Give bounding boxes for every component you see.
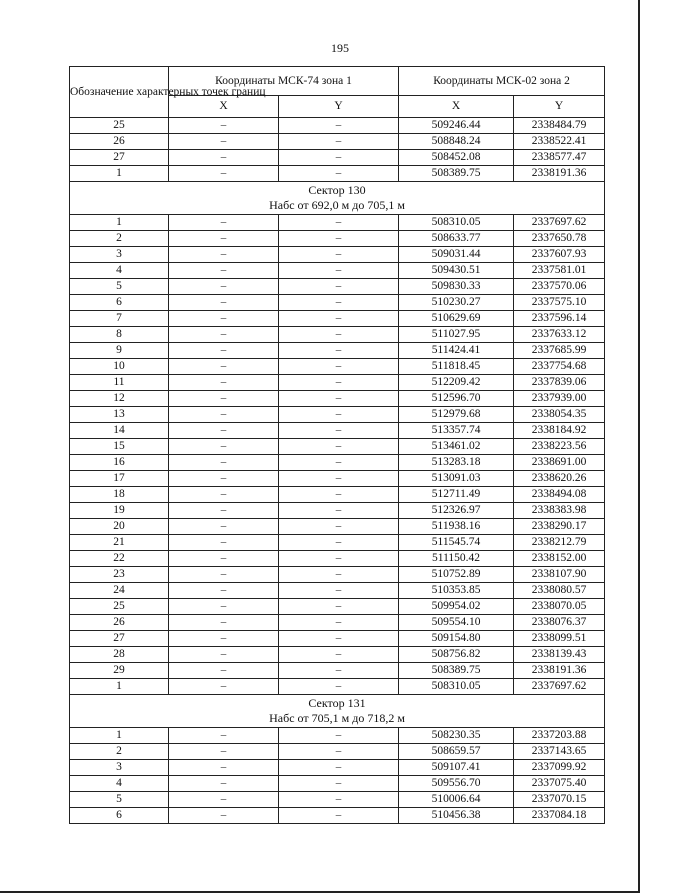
msk02-y-cell: 2338212.79	[514, 535, 605, 551]
msk02-y-cell: 2337203.88	[514, 728, 605, 744]
msk74-x-cell: –	[169, 615, 279, 631]
msk02-y-cell: 2337570.06	[514, 279, 605, 295]
msk02-x-cell: 512711.49	[399, 487, 514, 503]
msk02-y-cell: 2337581.01	[514, 263, 605, 279]
msk02-y-cell: 2338494.08	[514, 487, 605, 503]
point-number-cell: 2	[70, 231, 169, 247]
msk74-x-cell: –	[169, 359, 279, 375]
msk74-x-cell: –	[169, 343, 279, 359]
msk02-y-cell: 2338080.57	[514, 583, 605, 599]
msk02-x-cell: 512209.42	[399, 375, 514, 391]
table-row	[70, 535, 605, 551]
msk02-y-cell: 2337697.62	[514, 679, 605, 695]
msk02-x-cell: 508452.08	[399, 150, 514, 166]
header-msk74-y: Y	[279, 96, 399, 118]
msk02-x-cell: 511818.45	[399, 359, 514, 375]
msk74-y-cell: –	[279, 647, 399, 663]
msk74-x-cell: –	[169, 407, 279, 423]
msk74-y-cell: –	[279, 792, 399, 808]
msk74-x-cell: –	[169, 391, 279, 407]
table-row	[70, 503, 605, 519]
table-row	[70, 150, 605, 166]
table-row	[70, 728, 605, 744]
msk74-y-cell: –	[279, 439, 399, 455]
msk02-x-cell: 509556.70	[399, 776, 514, 792]
msk02-x-cell: 509954.02	[399, 599, 514, 615]
msk02-y-cell: 2337099.92	[514, 760, 605, 776]
msk74-x-cell: –	[169, 279, 279, 295]
msk02-y-cell: 2337839.06	[514, 375, 605, 391]
msk74-x-cell: –	[169, 663, 279, 679]
msk74-x-cell: –	[169, 327, 279, 343]
msk74-y-cell: –	[279, 503, 399, 519]
point-number-cell: 26	[70, 615, 169, 631]
msk02-x-cell: 513357.74	[399, 423, 514, 439]
msk74-x-cell: –	[169, 166, 279, 182]
msk74-y-cell: –	[279, 375, 399, 391]
table-row	[70, 327, 605, 343]
sector-height-range: Набс от 692,0 м до 705,1 м	[269, 198, 405, 212]
point-number-cell: 29	[70, 663, 169, 679]
msk74-y-cell: –	[279, 150, 399, 166]
msk74-y-cell: –	[279, 631, 399, 647]
msk74-y-cell: –	[279, 311, 399, 327]
msk74-y-cell: –	[279, 455, 399, 471]
msk74-x-cell: –	[169, 231, 279, 247]
point-number-cell: 4	[70, 776, 169, 792]
table-row	[70, 118, 605, 134]
point-number-cell: 15	[70, 439, 169, 455]
point-number-cell: 9	[70, 343, 169, 359]
msk74-x-cell: –	[169, 647, 279, 663]
msk02-x-cell: 513461.02	[399, 439, 514, 455]
table-row	[70, 263, 605, 279]
msk74-y-cell: –	[279, 407, 399, 423]
point-number-cell: 19	[70, 503, 169, 519]
msk74-x-cell: –	[169, 567, 279, 583]
table-row	[70, 166, 605, 182]
msk02-x-cell: 512596.70	[399, 391, 514, 407]
msk74-x-cell: –	[169, 503, 279, 519]
point-number-cell: 1	[70, 215, 169, 231]
point-number-cell: 5	[70, 279, 169, 295]
msk74-x-cell: –	[169, 134, 279, 150]
msk02-y-cell: 2338099.51	[514, 631, 605, 647]
msk02-x-cell: 511150.42	[399, 551, 514, 567]
msk74-y-cell: –	[279, 808, 399, 824]
point-number-cell: 10	[70, 359, 169, 375]
msk02-y-cell: 2338691.00	[514, 455, 605, 471]
table-row	[70, 134, 605, 150]
point-number-cell: 25	[70, 599, 169, 615]
point-number-cell: 26	[70, 134, 169, 150]
msk02-x-cell: 508848.24	[399, 134, 514, 150]
msk02-x-cell: 509154.80	[399, 631, 514, 647]
msk02-y-cell: 2338107.90	[514, 567, 605, 583]
table-row	[70, 279, 605, 295]
point-number-cell: 21	[70, 535, 169, 551]
table-row	[70, 359, 605, 375]
msk74-y-cell: –	[279, 615, 399, 631]
msk74-y-cell: –	[279, 487, 399, 503]
table-row	[70, 583, 605, 599]
header-msk74-zone1: Координаты МСК-74 зона 1	[169, 67, 399, 96]
table-row	[70, 439, 605, 455]
msk02-y-cell: 2337575.10	[514, 295, 605, 311]
header-msk02-y: Y	[514, 96, 605, 118]
table-row	[70, 567, 605, 583]
table-row	[70, 407, 605, 423]
msk74-y-cell: –	[279, 551, 399, 567]
msk02-y-cell: 2337143.65	[514, 744, 605, 760]
msk02-y-cell: 2337633.12	[514, 327, 605, 343]
sector-height-range: Набс от 705,1 м до 718,2 м	[269, 711, 405, 725]
point-number-cell: 16	[70, 455, 169, 471]
msk02-y-cell: 2337754.68	[514, 359, 605, 375]
msk74-x-cell: –	[169, 423, 279, 439]
header-point-designation: Обозначение характерных точек границ	[70, 67, 169, 118]
msk74-x-cell: –	[169, 150, 279, 166]
msk74-x-cell: –	[169, 247, 279, 263]
msk02-x-cell: 508659.57	[399, 744, 514, 760]
table-row	[70, 615, 605, 631]
point-number-cell: 27	[70, 631, 169, 647]
msk02-x-cell: 513091.03	[399, 471, 514, 487]
point-number-cell: 6	[70, 295, 169, 311]
msk74-y-cell: –	[279, 295, 399, 311]
msk74-y-cell: –	[279, 679, 399, 695]
msk74-x-cell: –	[169, 679, 279, 695]
msk02-x-cell: 510006.64	[399, 792, 514, 808]
msk02-y-cell: 2337685.99	[514, 343, 605, 359]
table-row	[70, 487, 605, 503]
table-row	[70, 375, 605, 391]
msk74-y-cell: –	[279, 263, 399, 279]
msk02-x-cell: 508310.05	[399, 679, 514, 695]
sector-header-cell	[70, 695, 605, 728]
msk74-y-cell: –	[279, 215, 399, 231]
msk74-x-cell: –	[169, 519, 279, 535]
msk02-x-cell: 511938.16	[399, 519, 514, 535]
point-number-cell: 20	[70, 519, 169, 535]
msk74-y-cell: –	[279, 231, 399, 247]
msk02-y-cell: 2338076.37	[514, 615, 605, 631]
msk02-x-cell: 508230.35	[399, 728, 514, 744]
msk02-x-cell: 512326.97	[399, 503, 514, 519]
msk74-x-cell: –	[169, 439, 279, 455]
msk74-y-cell: –	[279, 279, 399, 295]
point-number-cell: 3	[70, 760, 169, 776]
msk74-x-cell: –	[169, 215, 279, 231]
msk74-y-cell: –	[279, 519, 399, 535]
msk02-x-cell: 508389.75	[399, 663, 514, 679]
msk02-y-cell: 2338070.05	[514, 599, 605, 615]
msk74-y-cell: –	[279, 343, 399, 359]
msk02-x-cell: 509430.51	[399, 263, 514, 279]
msk02-x-cell: 510230.27	[399, 295, 514, 311]
msk74-x-cell: –	[169, 311, 279, 327]
msk74-x-cell: –	[169, 535, 279, 551]
msk02-x-cell: 510629.69	[399, 311, 514, 327]
msk02-y-cell: 2338139.43	[514, 647, 605, 663]
coordinates-table	[69, 66, 605, 824]
msk02-y-cell: 2338054.35	[514, 407, 605, 423]
point-number-cell: 1	[70, 728, 169, 744]
msk74-y-cell: –	[279, 423, 399, 439]
table-row	[70, 231, 605, 247]
msk74-y-cell: –	[279, 359, 399, 375]
msk02-y-cell: 2337607.93	[514, 247, 605, 263]
msk02-y-cell: 2338383.98	[514, 503, 605, 519]
point-number-cell: 11	[70, 375, 169, 391]
sector-header-row	[70, 182, 605, 215]
table-row	[70, 808, 605, 824]
table-row	[70, 663, 605, 679]
msk74-y-cell: –	[279, 327, 399, 343]
point-number-cell: 7	[70, 311, 169, 327]
point-number-cell: 18	[70, 487, 169, 503]
msk74-x-cell: –	[169, 455, 279, 471]
msk02-x-cell: 511424.41	[399, 343, 514, 359]
table-row	[70, 647, 605, 663]
msk74-y-cell: –	[279, 166, 399, 182]
msk74-x-cell: –	[169, 295, 279, 311]
msk02-x-cell: 512979.68	[399, 407, 514, 423]
msk74-x-cell: –	[169, 631, 279, 647]
msk74-x-cell: –	[169, 776, 279, 792]
msk74-x-cell: –	[169, 599, 279, 615]
table-row	[70, 679, 605, 695]
msk02-x-cell: 509107.41	[399, 760, 514, 776]
msk02-x-cell: 511545.74	[399, 535, 514, 551]
msk02-y-cell: 2337650.78	[514, 231, 605, 247]
msk74-x-cell: –	[169, 487, 279, 503]
msk74-x-cell: –	[169, 792, 279, 808]
point-number-cell: 27	[70, 150, 169, 166]
msk74-x-cell: –	[169, 744, 279, 760]
sector-title: Сектор 130	[308, 183, 366, 197]
msk02-x-cell: 511027.95	[399, 327, 514, 343]
msk74-y-cell: –	[279, 663, 399, 679]
msk02-y-cell: 2338620.26	[514, 471, 605, 487]
point-number-cell: 25	[70, 118, 169, 134]
table-row	[70, 519, 605, 535]
header-msk02-x: X	[399, 96, 514, 118]
msk02-x-cell: 509554.10	[399, 615, 514, 631]
point-number-cell: 3	[70, 247, 169, 263]
msk02-x-cell: 508633.77	[399, 231, 514, 247]
sector-title: Сектор 131	[308, 696, 366, 710]
msk02-x-cell: 509246.44	[399, 118, 514, 134]
msk02-y-cell: 2338577.47	[514, 150, 605, 166]
msk02-y-cell: 2338191.36	[514, 663, 605, 679]
table-row	[70, 776, 605, 792]
point-number-cell: 4	[70, 263, 169, 279]
table-row	[70, 391, 605, 407]
table-body	[70, 118, 605, 824]
msk02-x-cell: 508756.82	[399, 647, 514, 663]
msk74-y-cell: –	[279, 247, 399, 263]
msk74-y-cell: –	[279, 391, 399, 407]
msk74-x-cell: –	[169, 728, 279, 744]
msk74-x-cell: –	[169, 583, 279, 599]
msk02-x-cell: 509031.44	[399, 247, 514, 263]
msk02-x-cell: 510456.38	[399, 808, 514, 824]
msk74-y-cell: –	[279, 599, 399, 615]
point-number-cell: 13	[70, 407, 169, 423]
msk74-x-cell: –	[169, 118, 279, 134]
msk74-y-cell: –	[279, 776, 399, 792]
point-number-cell: 23	[70, 567, 169, 583]
point-number-cell: 12	[70, 391, 169, 407]
msk74-x-cell: –	[169, 808, 279, 824]
msk02-x-cell: 508310.05	[399, 215, 514, 231]
table-row	[70, 247, 605, 263]
point-number-cell: 5	[70, 792, 169, 808]
page-number: 195	[331, 41, 349, 55]
msk02-x-cell: 508389.75	[399, 166, 514, 182]
table-row	[70, 551, 605, 567]
table-row	[70, 744, 605, 760]
point-number-cell: 1	[70, 166, 169, 182]
msk02-x-cell: 510353.85	[399, 583, 514, 599]
point-number-cell: 28	[70, 647, 169, 663]
point-number-cell: 1	[70, 679, 169, 695]
msk02-y-cell: 2337070.15	[514, 792, 605, 808]
sector-header-cell	[70, 182, 605, 215]
header-msk02-zone2: Координаты МСК-02 зона 2	[399, 67, 605, 96]
msk02-x-cell: 510752.89	[399, 567, 514, 583]
msk02-y-cell: 2338484.79	[514, 118, 605, 134]
table-row	[70, 215, 605, 231]
msk74-y-cell: –	[279, 535, 399, 551]
point-number-cell: 24	[70, 583, 169, 599]
msk74-x-cell: –	[169, 375, 279, 391]
table-row	[70, 599, 605, 615]
point-number-cell: 14	[70, 423, 169, 439]
msk02-y-cell: 2337596.14	[514, 311, 605, 327]
msk02-y-cell: 2337075.40	[514, 776, 605, 792]
msk74-y-cell: –	[279, 583, 399, 599]
msk74-y-cell: –	[279, 728, 399, 744]
msk02-y-cell: 2338522.41	[514, 134, 605, 150]
msk74-y-cell: –	[279, 118, 399, 134]
msk02-x-cell: 513283.18	[399, 455, 514, 471]
table-row	[70, 311, 605, 327]
table-row	[70, 792, 605, 808]
msk02-x-cell: 509830.33	[399, 279, 514, 295]
msk74-x-cell: –	[169, 263, 279, 279]
msk74-y-cell: –	[279, 760, 399, 776]
point-number-cell: 22	[70, 551, 169, 567]
msk74-x-cell: –	[169, 471, 279, 487]
table-row	[70, 423, 605, 439]
point-number-cell: 6	[70, 808, 169, 824]
table-row	[70, 471, 605, 487]
msk02-y-cell: 2338152.00	[514, 551, 605, 567]
msk74-x-cell: –	[169, 551, 279, 567]
table-row	[70, 295, 605, 311]
msk74-x-cell: –	[169, 760, 279, 776]
point-number-cell: 17	[70, 471, 169, 487]
table-row	[70, 343, 605, 359]
header-msk74-x: X	[169, 96, 279, 118]
msk74-y-cell: –	[279, 744, 399, 760]
msk74-y-cell: –	[279, 134, 399, 150]
table-row	[70, 455, 605, 471]
table-row	[70, 631, 605, 647]
msk74-y-cell: –	[279, 471, 399, 487]
msk02-y-cell: 2338223.56	[514, 439, 605, 455]
table-row	[70, 760, 605, 776]
msk74-y-cell: –	[279, 567, 399, 583]
msk02-y-cell: 2338184.92	[514, 423, 605, 439]
msk02-y-cell: 2337697.62	[514, 215, 605, 231]
msk02-y-cell: 2338191.36	[514, 166, 605, 182]
point-number-cell: 8	[70, 327, 169, 343]
msk02-y-cell: 2337084.18	[514, 808, 605, 824]
msk02-y-cell: 2337939.00	[514, 391, 605, 407]
sector-header-row	[70, 695, 605, 728]
point-number-cell: 2	[70, 744, 169, 760]
msk02-y-cell: 2338290.17	[514, 519, 605, 535]
